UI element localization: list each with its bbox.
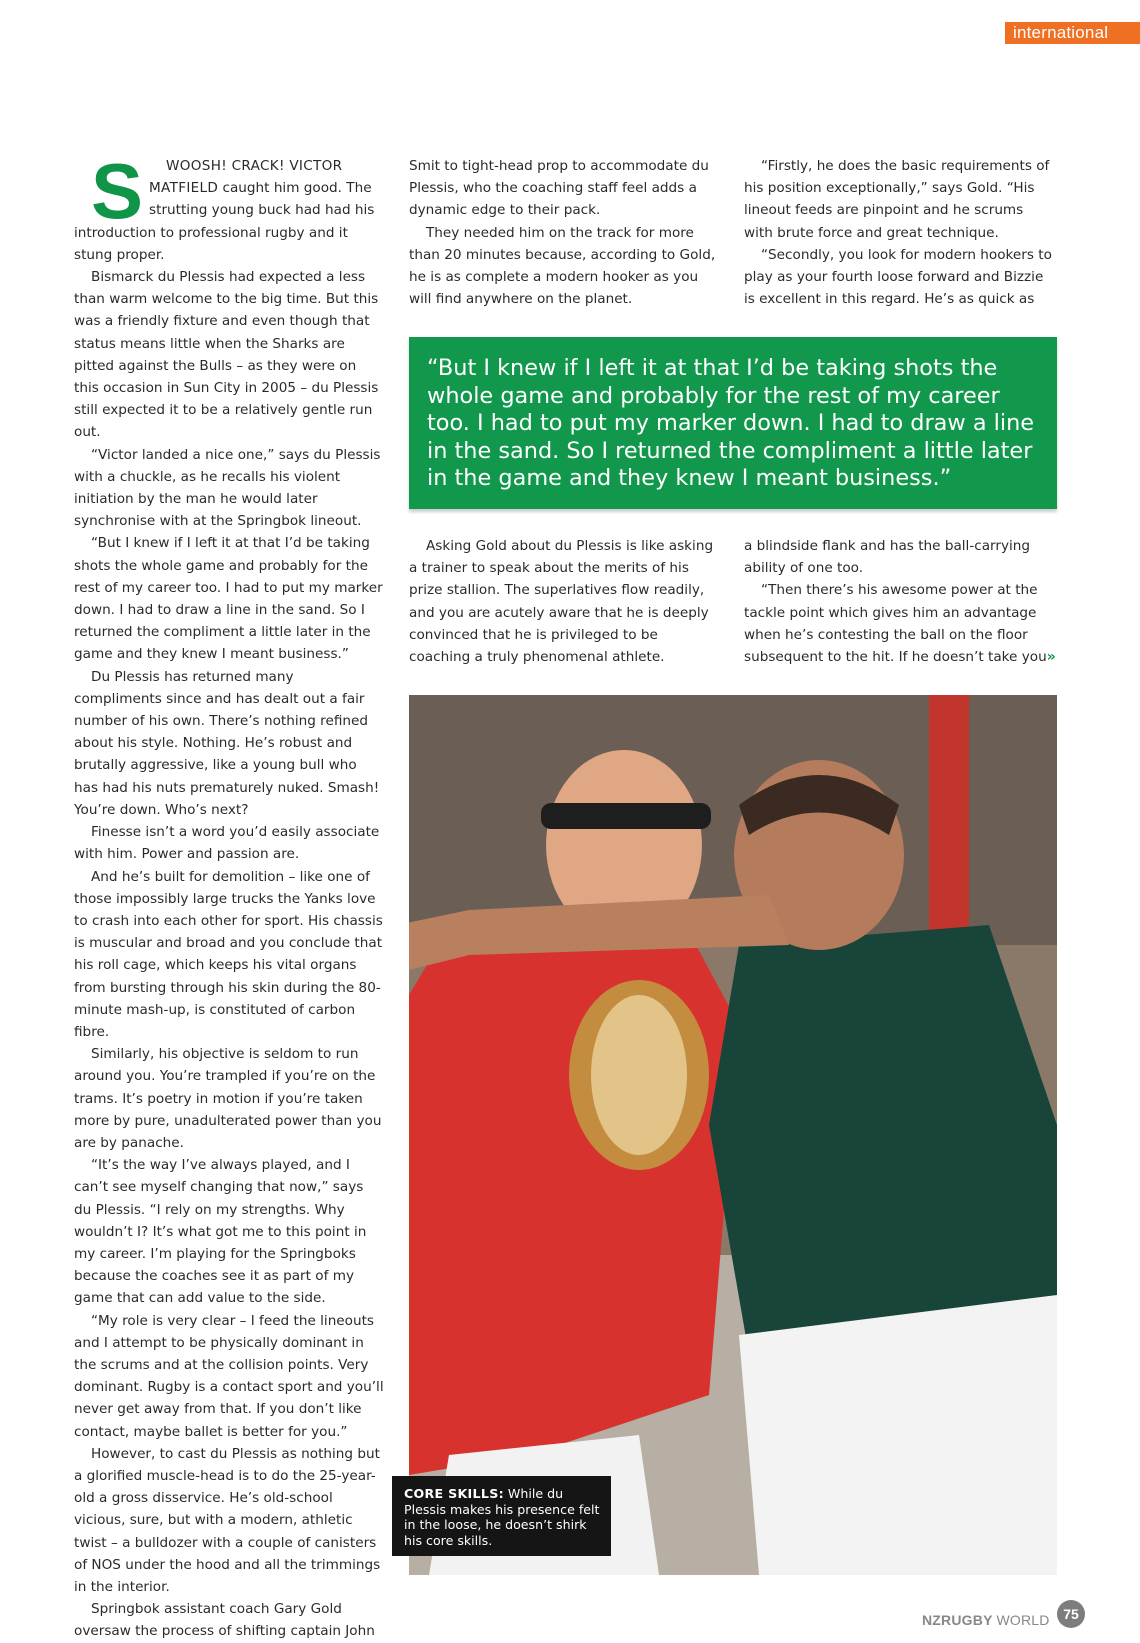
paragraph: Du Plessis has returned many compliments since and has dealt out a fair number of his own. There’s nothing refined about his style. Nothing. He’s robust and brutally aggressive, like a young bull who has had his nuts prematurely nuked. Smash! You’re down. Who’s next? <box>74 668 380 818</box>
paragraph-text: “Then there’s his awesome power at the tackle point which gives him an advantage when he’s contesting the ball on the floor subsequent to the hit. If he doesn’t take you <box>744 582 1047 666</box>
paragraph: Finesse isn’t a word you’d easily associate with him. Power and passion are. <box>74 824 380 863</box>
paragraph: “But I knew if I left it at that I’d be taking shots the whole game and probably for the rest of my career too. I had to put my marker down. I had to draw a line in the sand. So I returned the compliment a little later in the game and they knew I meant business.” <box>74 535 383 663</box>
rugby-tackle-illustration <box>409 695 1057 1575</box>
paragraph: Asking Gold about du Plessis is like asking a trainer to speak about the merits of his prize stallion. The superlatives flow readily, and you are acutely aware that he is deeply convinced that he is privileged to be coaching a truly phenomenal athlete. <box>409 538 714 666</box>
lead-paragraph <box>74 147 384 266</box>
paragraph <box>744 579 1056 668</box>
article-column-2-top <box>409 155 719 310</box>
paragraph: “My role is very clear – I feed the lineouts and I attempt to be physically dominant in the scrums and at the collision points. Very dominant. Rugby is a contact sport and you’ll never get away from that. If you don’t like contact, maybe ballet is better for you.” <box>74 1312 384 1440</box>
paragraph: “It’s the way I’ve always played, and I can’t see myself changing that now,” says du Plessis. “I rely on my strengths. Why wouldn’t I? It’s what got me to this point in my career. I’m playing for the Springboks because the coaches see it as part of my game that can add value to the side. <box>74 1157 367 1307</box>
paragraph: However, to cast du Plessis as nothing but a glorified muscle-head is to do the 25-year-old a gross disservice. He’s old-school vicious, sure, but with a modern, athletic twist – a bulldozer with a couple of canisters of NOS under the hood and all the trimmings in the interior. <box>74 1445 381 1595</box>
pull-quote: “But I knew if I left it at that I’d be taking shots the whole game and probably for the rest of my career too. I had to put my marker down. I had to draw a line in the sand. So I returned the compliment a little later in the game and they knew I meant business.” <box>409 337 1057 509</box>
paragraph: They needed him on the track for more than 20 minutes because, according to Gold, he is as complete a modern hooker as you will find anywhere on the planet. <box>409 224 716 308</box>
paragraph: “Secondly, you look for modern hookers to play as your fourth loose forward and Bizzie is excellent in this regard. He’s as quick as <box>744 246 1052 308</box>
article-column-3-bottom <box>744 535 1056 668</box>
section-tag: international <box>1005 22 1140 44</box>
caption-label: CORE SKILLS: <box>404 1486 504 1501</box>
caption-text: While du Plessis makes his presence felt in the loose, he doesn’t shirk his core skills. <box>404 1486 600 1548</box>
drop-cap: S <box>91 147 144 235</box>
rugby-photo <box>409 695 1057 1575</box>
paragraph: And he’s built for demolition – like one of those impossibly large trucks the Yanks love to crash into each other for sport. His chassis is muscular and broad and you conclude that his roll cage, which keeps his vital organs from bursting through his skin during the 80-minute mash-up, is constituted of carbon fibre. <box>74 868 383 1040</box>
page-number: 75 <box>1057 1600 1085 1628</box>
lead-text: caught him good. The strutting young buck had had his introduction to professional rugby and it stung proper. <box>74 180 375 263</box>
paragraph: “Victor landed a nice one,” says du Plessis with a chuckle, as he recalls his violent initiation by the man he would later synchronise with at the Springbok lineout. <box>74 446 381 530</box>
magazine-brand <box>922 1612 1050 1628</box>
brand-bold: NZRUGBY <box>922 1612 993 1628</box>
photo-caption <box>392 1476 611 1556</box>
paragraph: Smit to tight-head prop to accommodate du Plessis, who the coaching staff feel adds a dynamic edge to their pack. <box>409 158 709 219</box>
brand-light: WORLD <box>996 1612 1050 1628</box>
article-column-3-top <box>744 155 1056 310</box>
lead-caps: WOOSH! CRACK! VICTOR MATFIELD <box>149 158 343 197</box>
paragraph: Similarly, his objective is seldom to run around you. You’re trampled if you’re on the trams. It’s poetry in motion if you’re taken more by pure, unadulterated power than you are by panache. <box>74 1046 382 1151</box>
paragraph: Bismarck du Plessis had expected a less than warm welcome to the big time. But this was a friendly fixture and even though that status means little when the Sharks are pitted against the Bulls – as they were on this occasion in Sun City in 2005 – du Plessis still expected it to be a relatively gentle run out. <box>74 269 379 441</box>
article-column-2-bottom <box>409 535 719 668</box>
paragraph: a blindside flank and has the ball-carrying ability of one too. <box>744 538 1031 577</box>
paragraph: “Firstly, he does the basic requirements of his position exceptionally,” says Gold. “His lineout feeds are pinpoint and he scrums with brute force and great technique. <box>744 158 1050 241</box>
paragraph: Springbok assistant coach Gary Gold oversaw the process of shifting captain John <box>74 1601 375 1640</box>
continue-arrow-icon: » <box>1046 649 1056 666</box>
article-column-1 <box>74 147 384 1643</box>
